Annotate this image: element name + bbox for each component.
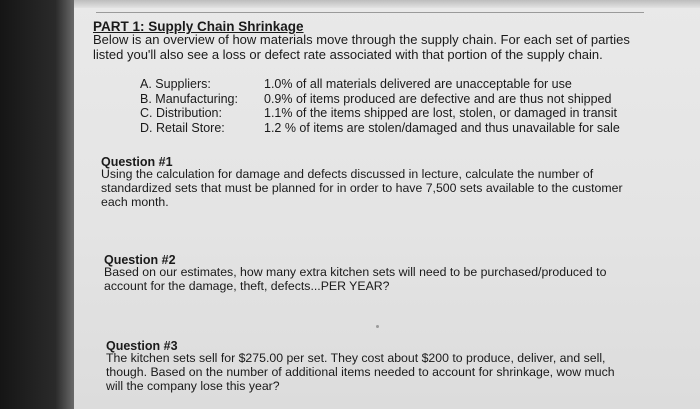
question-line: each month.: [101, 195, 169, 209]
loss-rate-list: [140, 77, 620, 135]
rate-row-suppliers: [140, 77, 620, 92]
question-line: though. Based on the number of additional items needed to account for shrinkage, wow much: [106, 365, 615, 379]
rate-value: 1.0% of all materials delivered are unacceptable for use: [264, 77, 572, 91]
question-3-body: [106, 351, 654, 393]
question-line: Based on our estimates, how many extra kitchen sets will need to be purchased/produced to: [104, 265, 607, 279]
question-1-body: [101, 167, 649, 209]
section-title: PART 1: Supply Chain Shrinkage: [93, 19, 304, 34]
horizontal-rule: [96, 12, 644, 13]
question-2-title: Question #2: [104, 253, 176, 267]
question-line: Using the calculation for damage and defects discussed in lecture, calculate the number of: [101, 167, 594, 181]
stray-mark: [376, 325, 379, 328]
question-line: account for the damage, theft, defects...PER YEAR?: [104, 279, 390, 293]
rate-party: D. Retail Store:: [140, 120, 225, 135]
intro-paragraph: [93, 32, 653, 62]
rate-party: C. Distribution:: [140, 106, 222, 120]
rate-row-distribution: [140, 106, 620, 121]
intro-line: Below is an overview of how materials move through the supply chain. For each set of parties: [93, 32, 630, 47]
intro-line: listed you'll also see a loss or defect rate associated with that portion of the supply chain.: [93, 47, 603, 62]
rate-value: 0.9% of items produced are defective and are thus not shipped: [264, 91, 612, 106]
rate-party: B. Manufacturing:: [140, 91, 238, 106]
rate-value: 1.2 % of items are stolen/damaged and thus unavailable for sale: [264, 120, 620, 135]
question-3-title: Question #3: [106, 339, 178, 353]
question-line: will the company lose this year?: [106, 379, 280, 393]
rate-row-manufacturing: [140, 92, 620, 107]
rate-value: 1.1% of the items shipped are lost, stolen, or damaged in transit: [264, 106, 617, 120]
question-line: standardized sets that must be planned for in order to have 7,500 sets available to the customer: [101, 181, 623, 195]
question-2-body: [104, 265, 652, 293]
photo-top-shadow: [74, 0, 700, 8]
rate-party: A. Suppliers:: [140, 77, 211, 91]
photo-dark-edge: [0, 0, 74, 409]
question-1-title: Question #1: [101, 155, 173, 169]
question-line: The kitchen sets sell for $275.00 per set. They cost about $200 to produce, deliver, and sell,: [106, 351, 606, 365]
rate-row-retail: [140, 121, 620, 136]
